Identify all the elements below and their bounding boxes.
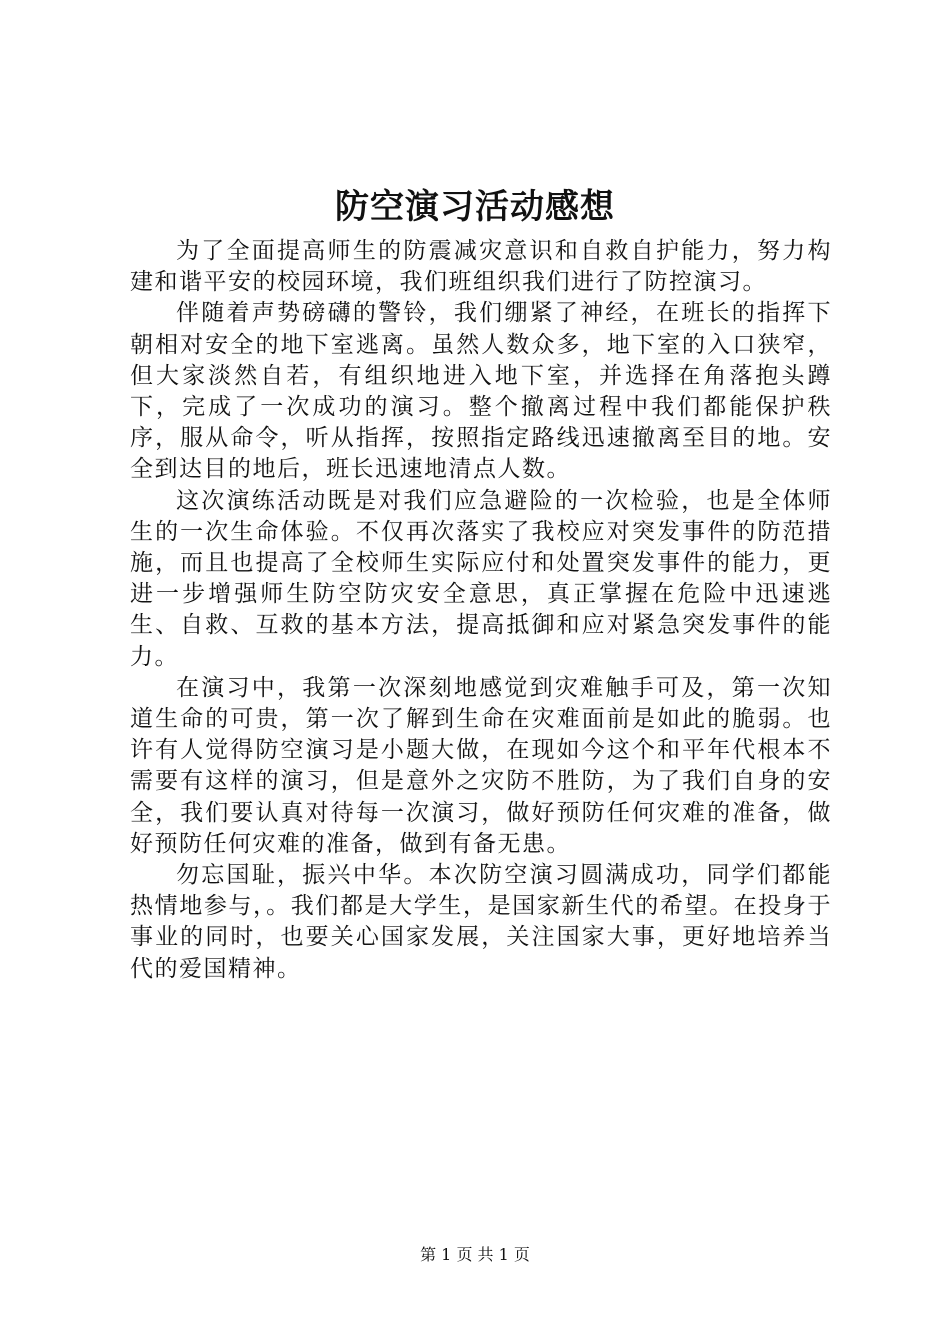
paragraph-5: 勿忘国耻，振兴中华。本次防空演习圆满成功，同学们都能热情地参与，。我们都是大学生，是国家新生代的希望。在投身于事业的同时，也要关心国家发展，关注国家大事，更好地培养当代的爱国精神。 bbox=[130, 862, 832, 982]
paragraph-1: 为了全面提高师生的防震减灾意识和自救自护能力，努力构建和谐平安的校园环境，我们班组织我们进行了防控演习。 bbox=[130, 238, 832, 296]
paragraph-4: 在演习中，我第一次深刻地感觉到灾难触手可及，第一次知道生命的可贵，第一次了解到生命在灾难面前是如此的脆弱。也许有人觉得防空演习是小题大做，在现如今这个和平年代根本不需要有这样的演习，但是意外之灾防不胜防，为了我们自身的安全，我们要认真对待每一次演习，做好预防任何灾难的准备，做好预防任何灾难的准备，做到有备无患。 bbox=[130, 674, 832, 857]
paragraph-3: 这次演练活动既是对我们应急避险的一次检验，也是全体师生的一次生命体验。不仅再次落实了我校应对突发事件的防范措施，而且也提高了全校师生实际应付和处置突发事件的能力，更进一步增强师生防空防灾安全意思，真正掌握在危险中迅速逃生、自救、互救的基本方法，提高抵御和应对紧急突发事件的能力。 bbox=[130, 487, 832, 670]
document-body bbox=[130, 236, 832, 985]
paragraph-2: 伴随着声势磅礴的警铃，我们绷紧了神经，在班长的指挥下朝相对安全的地下室逃离。虽然人数众多，地下室的入口狭窄，但大家淡然自若，有组织地进入地下室，并选择在角落抱头蹲下，完成了一次成功的演习。整个撤离过程中我们都能保护秩序，服从命令，听从指挥，按照指定路线迅速撤离至目的地。安全到达目的地后，班长迅速地清点人数。 bbox=[130, 300, 832, 483]
document-title: 防空演习活动感想 bbox=[335, 187, 615, 227]
page-number-footer: 第 1 页 共 1 页 bbox=[420, 1245, 530, 1264]
